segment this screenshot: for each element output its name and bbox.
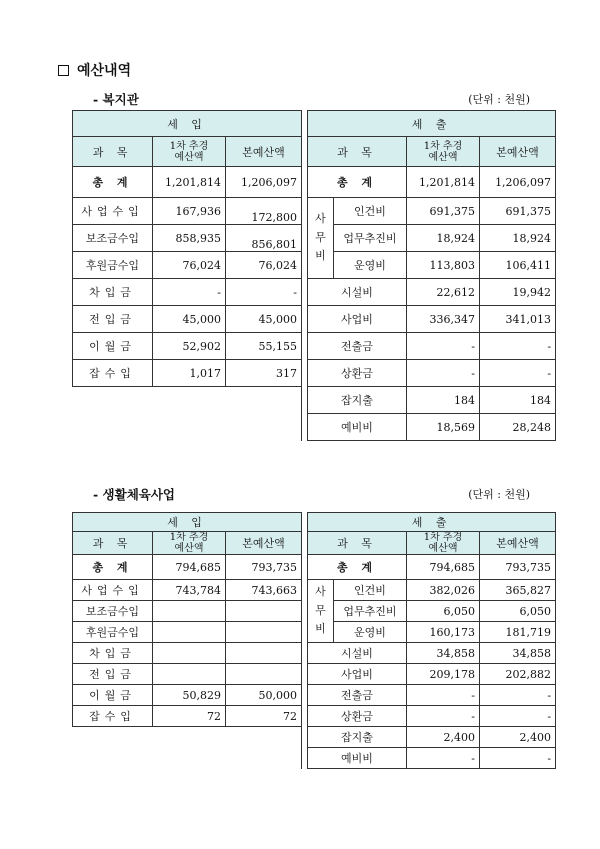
expense-item-revised: 18,924 [407,225,480,252]
expense-item-original: 28,248 [480,414,556,441]
income-item-original [226,622,302,643]
income-item-original: 172,800 [226,198,302,225]
expense-item-revised: 184 [407,387,480,414]
total-income-original: 1,206,097 [226,167,302,198]
header-row [73,111,556,137]
expense-item-original: 2,400 [480,727,556,748]
col-revised [153,532,226,555]
expense-item-original: 691,375 [480,198,556,225]
expense-header: 세 출 [308,111,556,137]
col-revised-line: 1차 추경 [423,532,463,543]
table-row [73,279,556,306]
col-revised-line: 예산액 [174,151,204,163]
column-gap [302,601,308,622]
expense-item-revised: 22,612 [407,279,480,306]
group-label-char: 비 [315,622,326,636]
expense-item-revised: 113,803 [407,252,480,279]
expense-item-name: 운영비 [334,252,407,279]
income-item-original [226,664,302,685]
col-revised [407,137,480,167]
expense-item-original: 181,719 [480,622,556,643]
col-revised-line: 예산액 [428,151,458,163]
column-header-row [73,532,556,555]
group-label-samubi [308,580,334,643]
expense-item-revised: 209,178 [407,664,480,685]
subtitle-welfare: - 복지관 [93,92,139,107]
income-item-name: 후원금수입 [73,622,153,643]
expense-item-revised: 691,375 [407,198,480,225]
empty-cell [73,387,302,414]
total-income-original: 793,735 [226,555,302,580]
column-gap [302,225,308,252]
income-item-name: 전입금 [73,306,153,333]
income-item-revised [153,664,226,685]
income-item-name: 이월금 [73,685,153,706]
income-item-revised: 167,936 [153,198,226,225]
income-item-name: 사업수입 [73,198,153,225]
expense-item-original: - [480,706,556,727]
table-row [73,387,556,414]
expense-item-name: 상환금 [308,360,407,387]
expense-item-name: 전출금 [308,685,407,706]
col-original: 본예산액 [480,137,556,167]
col-revised-line: 1차 추경 [423,140,463,152]
expense-item-original: 341,013 [480,306,556,333]
income-item-revised: 858,935 [153,225,226,252]
budget-table-welfare [72,110,556,441]
checkbox-square-icon [58,65,69,76]
expense-item-revised: 2,400 [407,727,480,748]
table-row [73,706,556,727]
total-expense-revised: 1,201,814 [407,167,480,198]
expense-item-revised: - [407,333,480,360]
table-row [73,664,556,685]
total-label: 총 계 [73,555,153,580]
col-subject: 과 목 [73,532,153,555]
income-item-original [226,601,302,622]
total-label: 총 계 [308,555,407,580]
group-label-char: 무 [315,603,326,617]
income-item-name: 보조금수입 [73,225,153,252]
income-item-name: 이월금 [73,333,153,360]
expense-item-original: 18,924 [480,225,556,252]
income-item-original: 76,024 [226,252,302,279]
income-item-revised: 45,000 [153,306,226,333]
unit-label-sports: (단위 : 천원) [468,488,530,501]
expense-item-original: - [480,333,556,360]
income-item-original: 50,000 [226,685,302,706]
expense-item-revised: - [407,706,480,727]
income-item-name: 차입금 [73,643,153,664]
income-item-name: 전입금 [73,664,153,685]
total-label: 총 계 [73,167,153,198]
col-original: 본예산액 [226,137,302,167]
income-item-revised: 72 [153,706,226,727]
expense-item-name: 사업비 [308,664,407,685]
col-revised [153,137,226,167]
expense-item-name: 상환금 [308,706,407,727]
empty-cell [73,414,302,441]
table-row [73,748,556,769]
income-item-revised: 76,024 [153,252,226,279]
expense-item-name: 예비비 [308,748,407,769]
col-original: 본예산액 [480,532,556,555]
income-item-original: 317 [226,360,302,387]
expense-item-revised: - [407,685,480,706]
income-item-revised: - [153,279,226,306]
expense-item-original: 106,411 [480,252,556,279]
table-row [73,198,556,225]
income-item-original: 55,155 [226,333,302,360]
col-original: 본예산액 [226,532,302,555]
income-item-revised [153,643,226,664]
total-expense-original: 793,735 [480,555,556,580]
expense-item-name: 인건비 [334,198,407,225]
income-item-name: 보조금수입 [73,601,153,622]
expense-item-revised: 160,173 [407,622,480,643]
income-header: 세 입 [73,111,302,137]
table-row [73,306,556,333]
col-subject: 과 목 [308,532,407,555]
col-revised-line: 1차 추경 [169,532,209,543]
column-gap [302,622,308,643]
table-row [73,685,556,706]
table-row [73,360,556,387]
income-item-revised: 52,902 [153,333,226,360]
expense-item-name: 시설비 [308,643,407,664]
col-subject: 과 목 [308,137,407,167]
expense-item-name: 잡지출 [308,727,407,748]
income-item-original [226,643,302,664]
expense-item-original: - [480,748,556,769]
table-row [73,333,556,360]
col-revised-line: 1차 추경 [169,140,209,152]
income-item-original: 72 [226,706,302,727]
col-revised [407,532,480,555]
group-label-char: 비 [315,249,326,263]
expense-item-name: 인건비 [334,580,407,601]
expense-item-original: 19,942 [480,279,556,306]
total-expense-revised: 794,685 [407,555,480,580]
expense-item-revised: 336,347 [407,306,480,333]
budget-table-sports [72,512,556,769]
header-row [73,513,556,532]
group-label-char: 사 [315,211,326,225]
expense-item-name: 업무추진비 [334,601,407,622]
total-row [73,555,556,580]
income-item-revised: 743,784 [153,580,226,601]
total-row [73,167,556,198]
table-row [73,643,556,664]
expense-item-original: 34,858 [480,643,556,664]
expense-item-original: - [480,360,556,387]
income-item-name: 사업수입 [73,580,153,601]
column-gap [302,252,308,279]
total-label: 총 계 [308,167,407,198]
expense-item-revised: 6,050 [407,601,480,622]
income-header: 세 입 [73,513,302,532]
group-label-char: 무 [315,230,326,244]
expense-item-revised: 34,858 [407,643,480,664]
expense-item-original: 184 [480,387,556,414]
expense-item-revised: - [407,748,480,769]
expense-item-original: 6,050 [480,601,556,622]
total-income-revised: 794,685 [153,555,226,580]
expense-item-original: - [480,685,556,706]
income-item-revised [153,622,226,643]
group-label-samubi [308,198,334,279]
expense-item-revised: 382,026 [407,580,480,601]
total-expense-original: 1,206,097 [480,167,556,198]
income-item-original: 45,000 [226,306,302,333]
col-revised-line: 예산액 [428,543,458,554]
income-item-original: 856,801 [226,225,302,252]
empty-cell [73,727,302,748]
table-row [73,414,556,441]
income-item-original: - [226,279,302,306]
expense-item-revised: 18,569 [407,414,480,441]
expense-item-original: 365,827 [480,580,556,601]
expense-item-name: 전출금 [308,333,407,360]
table-row [73,580,556,601]
column-header-row [73,137,556,167]
total-income-revised: 1,201,814 [153,167,226,198]
group-label-char: 사 [315,584,326,598]
unit-label-welfare: (단위 : 천원) [468,93,530,106]
expense-item-name: 시설비 [308,279,407,306]
expense-item-name: 사업비 [308,306,407,333]
expense-item-name: 업무추진비 [334,225,407,252]
expense-header: 세 출 [308,513,556,532]
subtitle-sports: - 생활체육사업 [93,487,175,502]
income-item-name: 잡수입 [73,360,153,387]
table-row [73,727,556,748]
expense-item-name: 예비비 [308,414,407,441]
col-subject: 과 목 [73,137,153,167]
income-item-original: 743,663 [226,580,302,601]
income-item-revised: 50,829 [153,685,226,706]
col-revised-line: 예산액 [174,543,204,554]
expense-item-name: 운영비 [334,622,407,643]
section-title-text: 예산내역 [77,63,132,79]
empty-cell [73,748,302,769]
expense-item-revised: - [407,360,480,387]
income-item-name: 잡수입 [73,706,153,727]
income-item-name: 후원금수입 [73,252,153,279]
income-item-name: 차입금 [73,279,153,306]
expense-item-name: 잡지출 [308,387,407,414]
expense-item-original: 202,882 [480,664,556,685]
income-item-revised [153,601,226,622]
income-item-revised: 1,017 [153,360,226,387]
section-title [58,60,131,80]
